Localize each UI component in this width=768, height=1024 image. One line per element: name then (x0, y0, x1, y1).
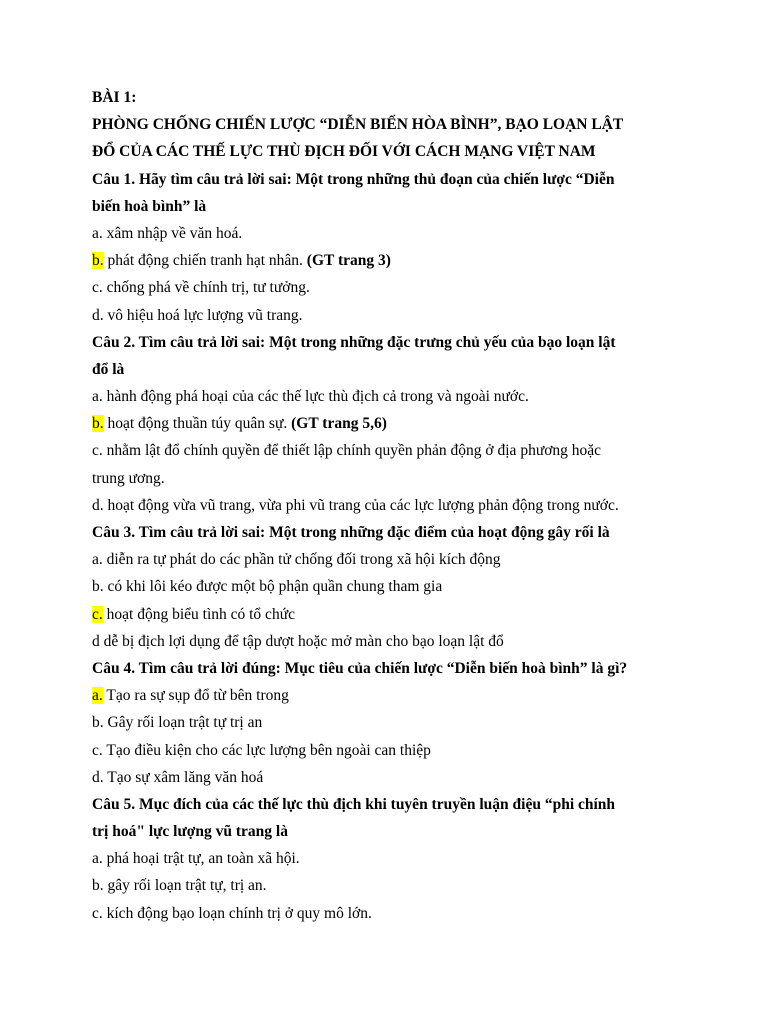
option-text: hoạt động biểu tình có tổ chức (102, 605, 295, 623)
lesson-heading: BÀI 1: (92, 89, 137, 106)
question-5 (92, 791, 692, 927)
answer-highlight: a. (92, 687, 103, 705)
question-1-option-b (92, 247, 692, 274)
question-3-option-b: b. có khi lôi kéo được một bộ phận quần chung tham gia (92, 578, 443, 596)
question-5-stem-line-1: Câu 5. Mục đích của các thế lực thù địch khi tuyên truyền luận điệu “phi chính (92, 795, 616, 813)
question-3 (92, 519, 692, 655)
answer-highlight: b. (92, 415, 104, 433)
question-1-option-d: d. vô hiệu hoá lực lượng vũ trang. (92, 306, 303, 324)
lesson-title-line-1: PHÒNG CHỐNG CHIẾN LƯỢC “DIỄN BIẾN HÒA BÌNH”, BẠO LOẠN LẬT (92, 116, 624, 134)
question-4-option-b: b. Gây rối loạn trật tự trị an (92, 714, 263, 732)
question-3-option-d: d dễ bị địch lợi dụng để tập dượt hoặc mở màn cho bạo loạn lật đổ (92, 632, 504, 650)
question-2 (92, 329, 692, 519)
document-page (92, 84, 692, 927)
option-text: Tạo ra sự sụp đổ từ bên trong (102, 687, 289, 705)
reference-note: (GT trang 3) (306, 252, 391, 270)
question-4-option-d: d. Tạo sự xâm lăng văn hoá (92, 768, 264, 786)
question-2-option-b (92, 410, 692, 437)
reference-note: (GT trang 5,6) (291, 415, 387, 433)
option-text: hoạt động thuần túy quân sự. (103, 415, 292, 433)
question-2-option-c-line-2: trung ương. (92, 469, 165, 487)
option-text: phát động chiến tranh hạt nhân. (103, 252, 307, 270)
question-4-stem-line-1: Câu 4. Tìm câu trả lời đúng: Mục tiêu của chiến lược “Diễn biến hoà bình” là gì? (92, 659, 628, 677)
question-2-stem-line-2: đổ là (92, 360, 125, 378)
question-2-stem-line-1: Câu 2. Tìm câu trả lời sai: Một trong những đặc trưng chủ yếu của bạo loạn lật (92, 333, 616, 351)
question-2-option-d: d. hoạt động vừa vũ trang, vừa phi vũ trang của các lực lượng phản động trong nước. (92, 496, 619, 514)
question-5-option-c: c. kích động bạo loạn chính trị ở quy mô lớn. (92, 904, 372, 922)
question-3-option-c (92, 601, 692, 628)
question-1-option-c: c. chống phá về chính trị, tư tưởng. (92, 279, 310, 297)
question-1-stem-line-2: biến hoà bình” là (92, 197, 207, 215)
question-5-option-a: a. phá hoại trật tự, an toàn xã hội. (92, 850, 300, 868)
question-1 (92, 166, 692, 329)
question-4 (92, 655, 692, 791)
question-5-option-b: b. gây rối loạn trật tự, trị an. (92, 877, 267, 895)
question-5-stem-line-2: trị hoá" lực lượng vũ trang là (92, 823, 288, 841)
question-2-option-a: a. hành động phá hoại của các thế lực thù địch cả trong và ngoài nước. (92, 388, 529, 406)
question-4-option-a (92, 682, 692, 709)
question-1-option-a: a. xâm nhập về văn hoá. (92, 224, 243, 242)
answer-highlight: b. (92, 252, 104, 270)
question-3-option-a: a. diễn ra tự phát do các phần tử chống đối trong xã hội kích động (92, 551, 501, 569)
question-3-stem-line-1: Câu 3. Tìm câu trả lời sai: Một trong những đặc điểm của hoạt động gây rối là (92, 524, 610, 541)
answer-highlight: c. (92, 605, 103, 623)
question-2-option-c-line-1: c. nhằm lật đổ chính quyền để thiết lập chính quyền phản động ở địa phương hoặc (92, 442, 602, 460)
question-1-stem-line-1: Câu 1. Hãy tìm câu trả lời sai: Một trong những thủ đoạn của chiến lược “Diễn (92, 170, 615, 188)
lesson-title-line-2: ĐỔ CỦA CÁC THẾ LỰC THÙ ĐỊCH ĐỐI VỚI CÁCH MẠNG VIỆT NAM (92, 143, 596, 161)
question-4-option-c: c. Tạo điều kiện cho các lực lượng bên ngoài can thiệp (92, 741, 431, 759)
